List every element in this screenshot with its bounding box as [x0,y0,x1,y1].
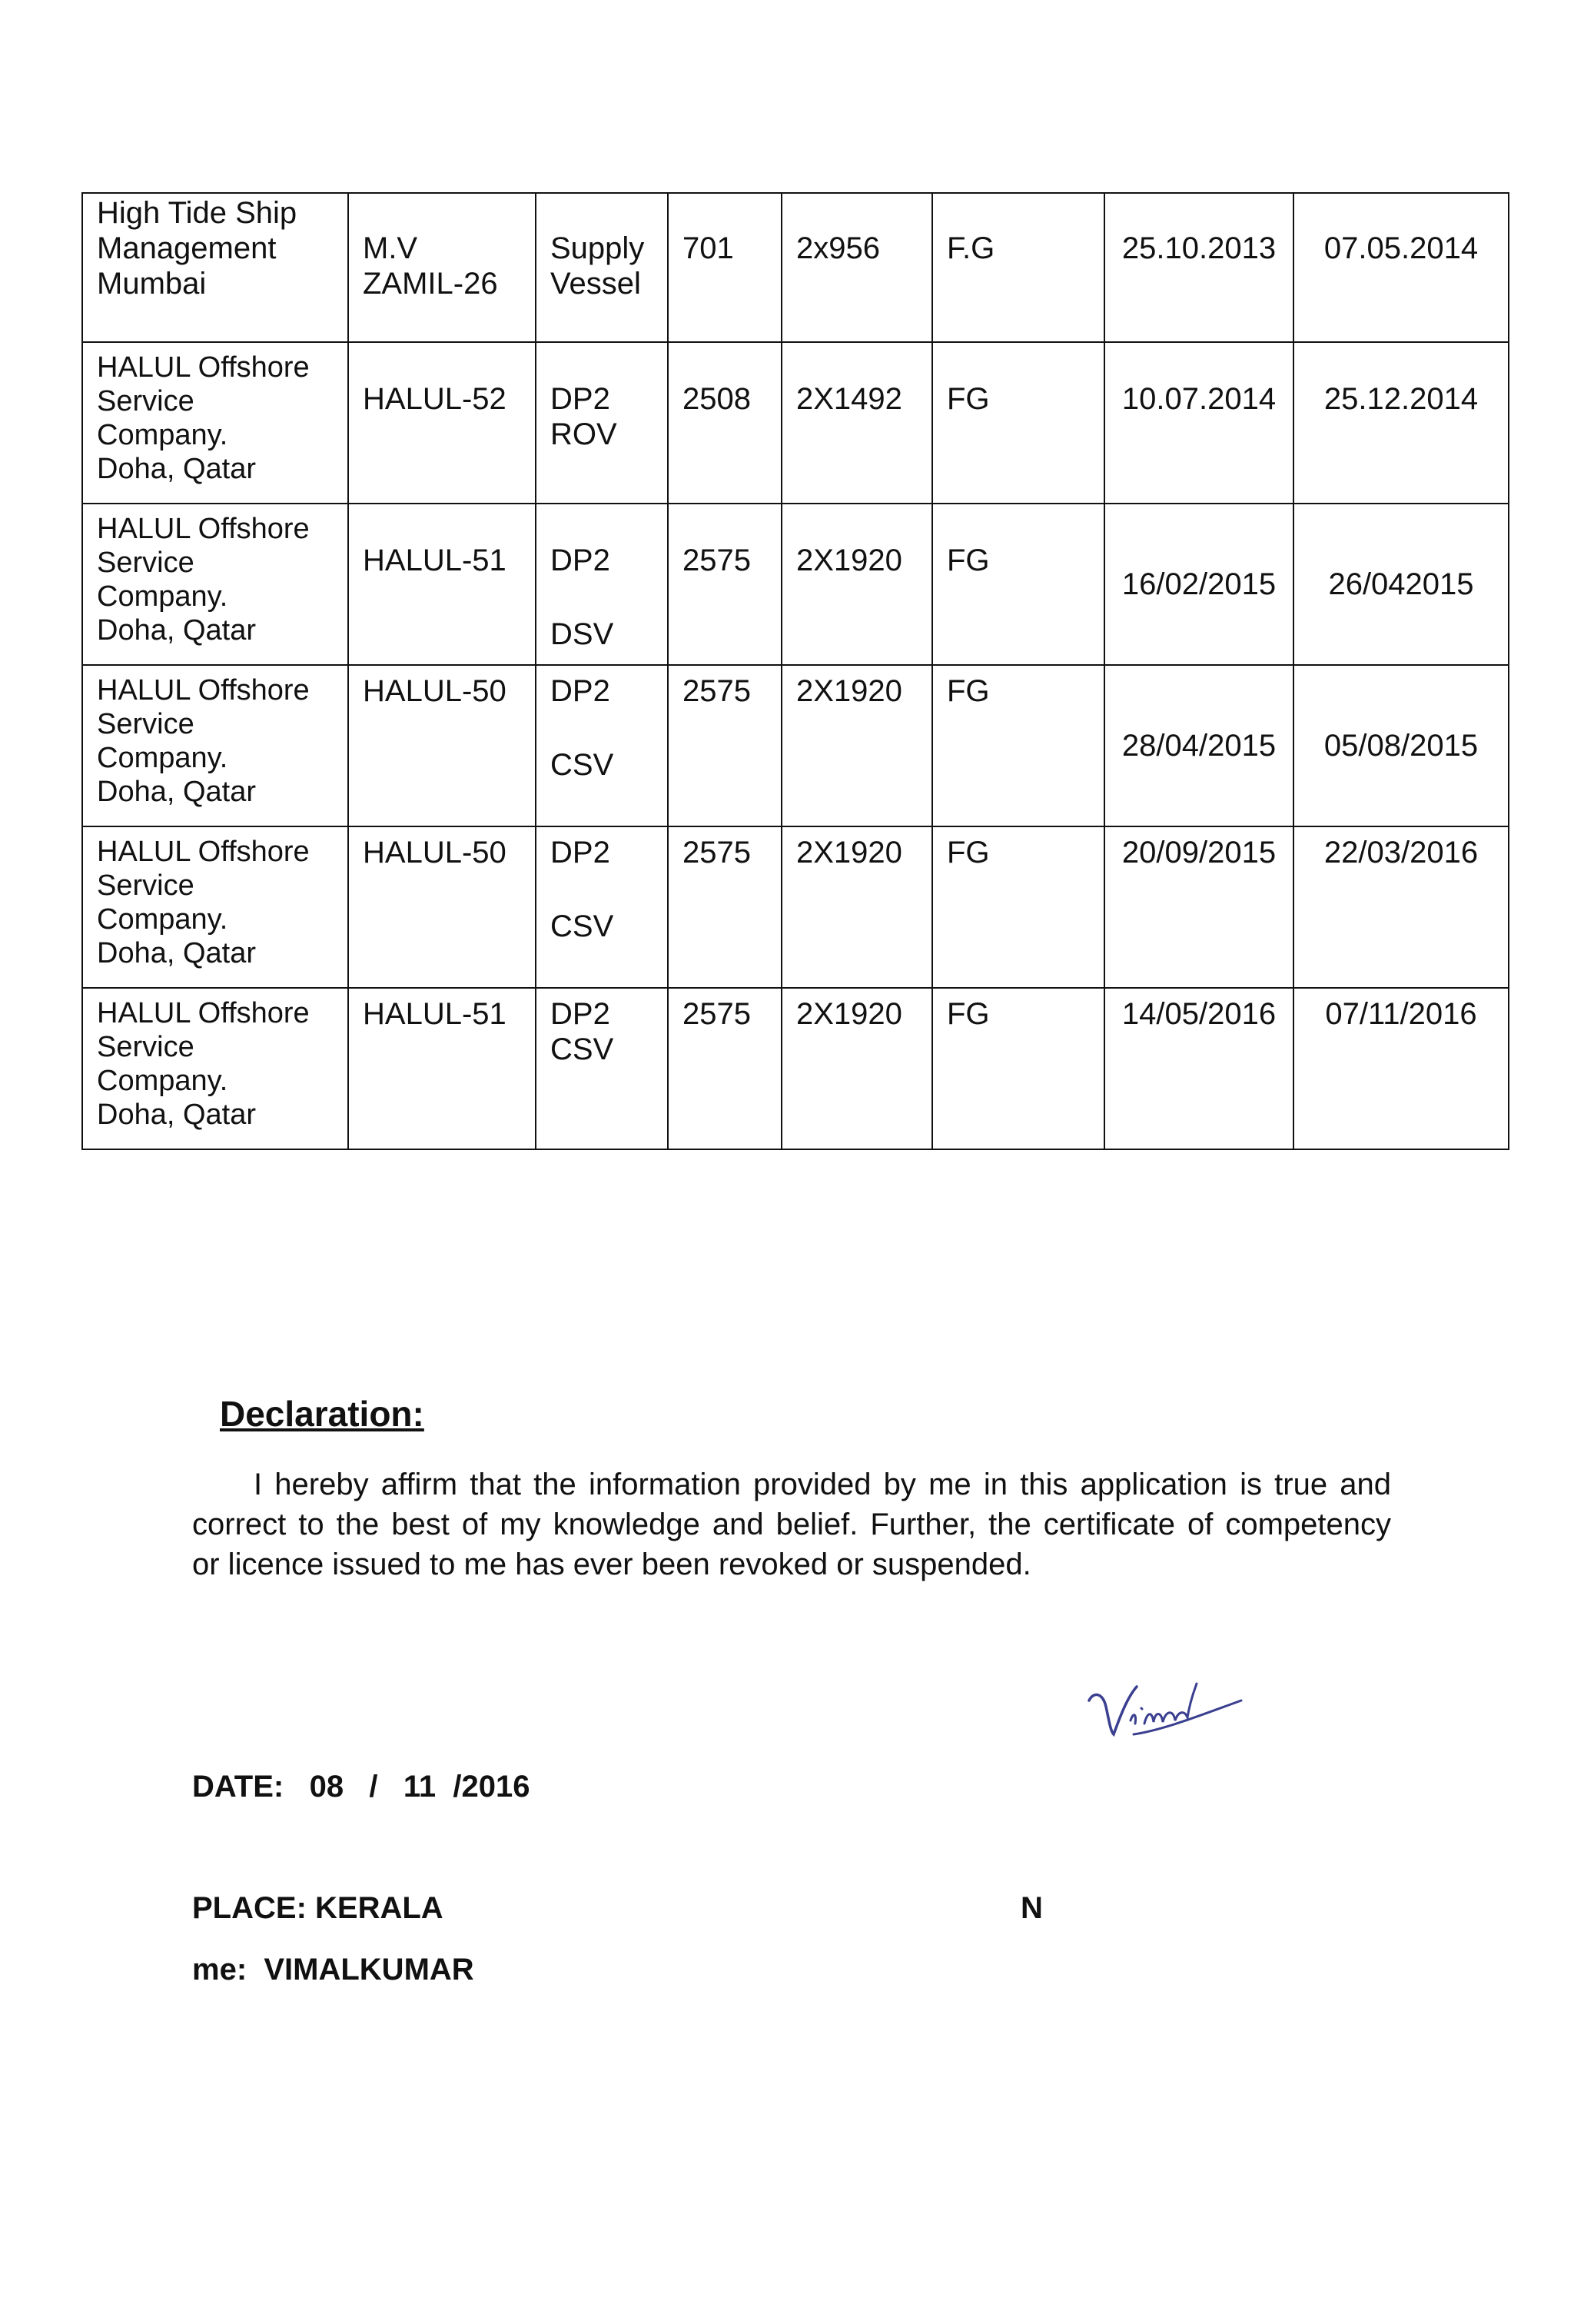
name-line: me: VIMALKUMAR [192,1953,474,1987]
bhp-cell: 2x956 [782,193,932,342]
from-date-cell: 14/05/2016 [1104,988,1293,1149]
from-date-cell: 16/02/2015 [1104,504,1293,665]
company-line: Doha, Qatar [97,776,256,808]
company-line: Company. [97,1065,228,1097]
type-cell [536,504,668,665]
table-row [82,193,1509,342]
type-line: CSV [550,748,614,782]
bhp-cell: 2X1492 [782,342,932,504]
company-line: Company. [97,742,228,774]
grt-cell: 2575 [668,826,782,988]
vessel-line: HALUL-51 [363,544,506,577]
declaration-line: correct to the best of my knowledge and belief. Further, the certificate of competency [192,1508,1391,1541]
type-cell [536,665,668,826]
company-line: HALUL Offshore [97,351,310,384]
type-cell [536,826,668,988]
vessel-cell [348,342,536,504]
place-line: PLACE: KERALA [192,1891,443,1925]
company-cell [82,504,348,665]
company-line: Doha, Qatar [97,937,256,969]
company-line: Service [97,385,194,417]
type-line: Vessel [550,267,641,301]
company-line: Doha, Qatar [97,453,256,485]
to-date-cell: 07/11/2016 [1293,988,1509,1149]
type-line: DP2 [550,544,610,577]
vessel-cell [348,988,536,1149]
vessel-line: HALUL-52 [363,382,506,416]
type-cell [536,342,668,504]
to-date-cell: 07.05.2014 [1293,193,1509,342]
grt-cell: 701 [668,193,782,342]
grt-cell: 2575 [668,665,782,826]
company-line: Doha, Qatar [97,614,256,647]
rank-cell: FG [932,342,1104,504]
to-date-cell: 05/08/2015 [1293,665,1509,826]
type-line: CSV [550,909,614,943]
type-line: DP2 [550,674,610,708]
vessel-line: HALUL-50 [363,674,506,708]
company-line: HALUL Offshore [97,836,310,868]
company-line: Doha, Qatar [97,1099,256,1131]
bhp-cell: 2X1920 [782,504,932,665]
declaration-line: or licence issued to me has ever been revoked or suspended. [192,1548,1031,1581]
type-line: CSV [550,1032,614,1066]
vessel-cell [348,193,536,342]
declaration-title: Declaration: [220,1394,424,1434]
table-row [82,826,1509,988]
vessel-line: ZAMIL-26 [363,267,498,301]
sea-service-table [81,192,1509,1150]
company-line: HALUL Offshore [97,513,310,545]
to-date-cell: 25.12.2014 [1293,342,1509,504]
company-cell [82,665,348,826]
from-date-cell: 28/04/2015 [1104,665,1293,826]
grt-cell: 2575 [668,504,782,665]
rank-cell: F.G [932,193,1104,342]
company-line: Mumbai [97,267,207,301]
rank-cell: FG [932,988,1104,1149]
company-line: Service [97,869,194,902]
company-cell [82,342,348,504]
table-row [82,988,1509,1149]
grt-cell: 2508 [668,342,782,504]
to-date-cell: 22/03/2016 [1293,826,1509,988]
vessel-line: HALUL-50 [363,836,506,869]
type-line: Supply [550,231,645,265]
vessel-cell [348,665,536,826]
company-line: Service [97,708,194,740]
company-line: HALUL Offshore [97,674,310,707]
type-line: DSV [550,617,614,651]
company-cell [82,193,348,342]
type-cell [536,988,668,1149]
rank-cell: FG [932,665,1104,826]
bhp-cell: 2X1920 [782,988,932,1149]
vessel-line: HALUL-51 [363,997,506,1031]
company-line: High Tide Ship [97,196,297,230]
type-line: DP2 [550,997,610,1031]
company-line: Management [97,231,277,265]
grt-cell: 2575 [668,988,782,1149]
type-line: DP2 [550,836,610,869]
table-row [82,665,1509,826]
declaration-line [192,1465,1391,1504]
from-date-cell: 20/09/2015 [1104,826,1293,988]
table-row [82,342,1509,504]
company-line: Service [97,547,194,579]
company-line: Company. [97,580,228,613]
type-cell [536,193,668,342]
name-fragment: N [1021,1891,1043,1925]
vessel-cell [348,504,536,665]
to-date-cell: 26/042015 [1293,504,1509,665]
vessel-line: M.V [363,231,418,265]
type-line: DP2 [550,382,610,416]
rank-cell: FG [932,826,1104,988]
signature-image [1080,1661,1249,1753]
table-row [82,504,1509,665]
company-line: HALUL Offshore [97,997,310,1029]
from-date-cell: 25.10.2013 [1104,193,1293,342]
from-date-cell: 10.07.2014 [1104,342,1293,504]
company-line: Company. [97,419,228,451]
company-line: Company. [97,903,228,936]
type-line: ROV [550,417,617,451]
vessel-cell [348,826,536,988]
company-cell [82,988,348,1149]
company-line: Service [97,1031,194,1063]
declaration-text [192,1465,1391,1584]
declaration-line-text: I hereby affirm that the information provided by me in this application is true and [254,1468,1391,1501]
rank-cell: FG [932,504,1104,665]
date-line: DATE: 08 / 11 /2016 [192,1770,530,1804]
company-cell [82,826,348,988]
bhp-cell: 2X1920 [782,665,932,826]
bhp-cell: 2X1920 [782,826,932,988]
